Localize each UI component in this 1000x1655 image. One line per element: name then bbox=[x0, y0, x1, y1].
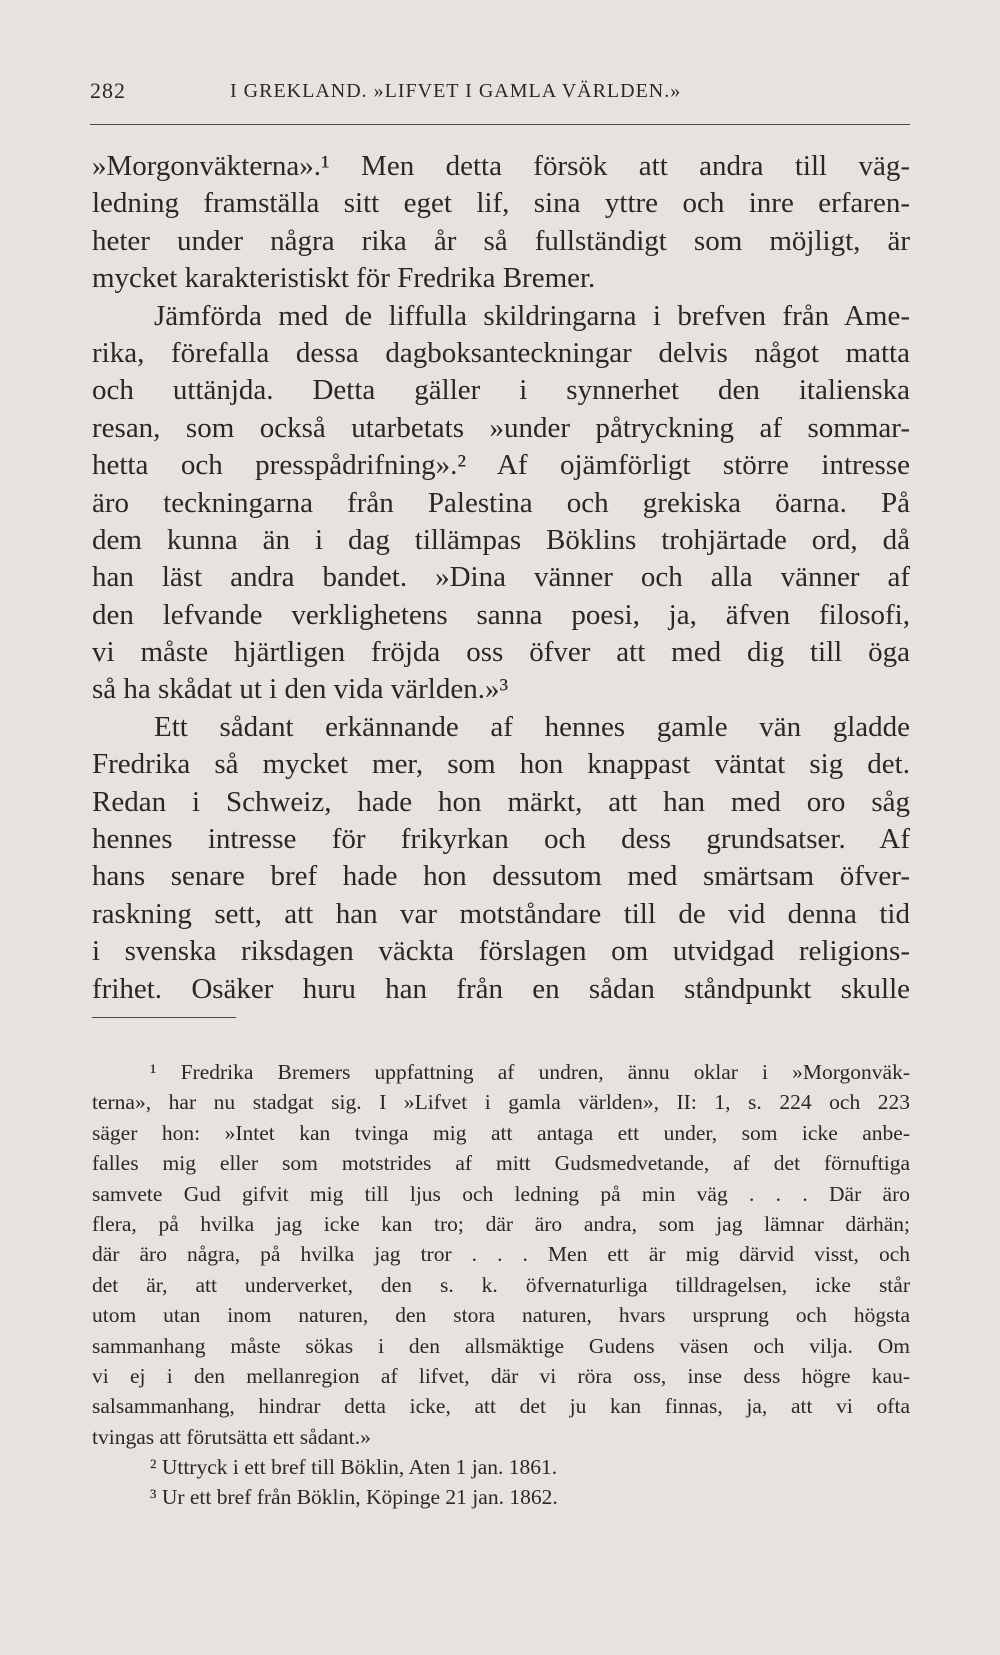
body-line: Redan i Schweiz, hade hon märkt, att han med oro såg bbox=[92, 785, 910, 818]
footnote-line: ² Uttryck i ett bref till Böklin, Aten 1 jan. 1861. bbox=[150, 1455, 558, 1480]
body-text bbox=[92, 148, 910, 1008]
footnote-line: ¹ Fredrika Bremers uppfattning af undren, ännu oklar i »Morgonväk- bbox=[150, 1060, 910, 1084]
body-line: hetta och presspådrifning».² Af ojämförligt större intresse bbox=[92, 449, 910, 482]
footnotes bbox=[92, 1057, 910, 1513]
body-line: så ha skådat ut i den vida världen.»³ bbox=[92, 673, 509, 706]
body-line: raskning sett, att han var motståndare till de vid denna tid bbox=[92, 897, 910, 930]
body-line: heter under några rika år så fullständigt som möjligt, är bbox=[92, 224, 910, 257]
body-line: frihet. Osäker huru han från en sådan ståndpunkt skulle bbox=[92, 972, 910, 1005]
body-line: mycket karakteristiskt för Fredrika Bremer. bbox=[92, 262, 596, 295]
footnote-line: falles mig eller som motstrides af mitt Gudsmedvetande, af det förnuftiga bbox=[92, 1151, 910, 1176]
footnote-line: vi ej i den mellanregion af lifvet, där vi röra oss, inse dess högre kau- bbox=[92, 1363, 910, 1388]
body-line: hennes intresse för frikyrkan och dess grundsatser. Af bbox=[92, 823, 910, 856]
running-title: I GREKLAND. »LIFVET I GAMLA VÄRLDEN.» bbox=[230, 80, 682, 102]
footnote-line: där äro några, på hvilka jag tror . . . Men ett är mig därvid visst, och bbox=[92, 1242, 910, 1267]
body-line: hans senare bref hade hon dessutom med smärtsam öfver- bbox=[92, 860, 910, 893]
footnote-line: sammanhang måste sökas i den allsmäktige Gudens väsen och vilja. Om bbox=[92, 1333, 910, 1358]
footnote-line: samvete Gud gifvit mig till ljus och ledning på min väg . . . Där äro bbox=[92, 1181, 910, 1206]
footnote-line: säger hon: »Intet kan tvinga mig att antaga ett under, som icke anbe- bbox=[92, 1120, 910, 1145]
body-line: han läst andra bandet. »Dina vänner och alla vänner af bbox=[92, 561, 910, 594]
footnote-line: salsammanhang, hindrar detta icke, att det ju kan finnas, ja, att vi ofta bbox=[92, 1394, 910, 1419]
header-rule bbox=[90, 124, 910, 125]
page-number: 282 bbox=[90, 78, 126, 103]
body-line: den lefvande verklighetens sanna poesi, ja, äfven filosofi, bbox=[92, 598, 910, 631]
body-line: dem kunna än i dag tillämpas Böklins trohjärtade ord, då bbox=[92, 523, 910, 556]
footnote-line: utom utan inom naturen, den stora naturen, hvars ursprung och högsta bbox=[92, 1303, 910, 1328]
body-line: resan, som också utarbetats »under påtryckning af sommar- bbox=[92, 411, 910, 444]
footnote-line: det är, att underverket, den s. k. öfvernaturliga tilldragelsen, icke står bbox=[92, 1272, 910, 1297]
footnote-rule bbox=[92, 1017, 236, 1018]
body-line: Ett sådant erkännande af hennes gamle vän gladde bbox=[154, 710, 910, 743]
body-line: Fredrika så mycket mer, som hon knappast väntat sig det. bbox=[92, 748, 910, 781]
footnote-line: tvingas att förutsätta ett sådant.» bbox=[92, 1424, 371, 1449]
body-line: rika, förefalla dessa dagboksanteckningar delvis något matta bbox=[92, 336, 910, 369]
footnote-line: flera, på hvilka jag icke kan tro; där äro andra, som jag lämnar därhän; bbox=[92, 1211, 910, 1236]
body-line: vi måste hjärtligen fröjda oss öfver att med dig till öga bbox=[92, 636, 910, 669]
footnote-line: terna», har nu stadgat sig. I »Lifvet i gamla världen», II: 1, s. 224 och 223 bbox=[92, 1090, 910, 1115]
body-line: »Morgonväkterna».¹ Men detta försök att andra till väg- bbox=[92, 150, 910, 182]
body-line: äro teckningarna från Palestina och grekiska öarna. På bbox=[92, 486, 910, 519]
footnote-line: ³ Ur ett bref från Böklin, Köpinge 21 jan. 1862. bbox=[150, 1485, 558, 1510]
body-line: i svenska riksdagen väckta förslagen om utvidgad religions- bbox=[92, 935, 910, 968]
body-line: och uttänjda. Detta gäller i synnerhet den italienska bbox=[92, 374, 910, 407]
body-line: Jämförda med de liffulla skildringarna i brefven från Ame- bbox=[154, 299, 910, 332]
body-line: ledning framställa sitt eget lif, sina yttre och inre erfaren- bbox=[92, 187, 910, 220]
